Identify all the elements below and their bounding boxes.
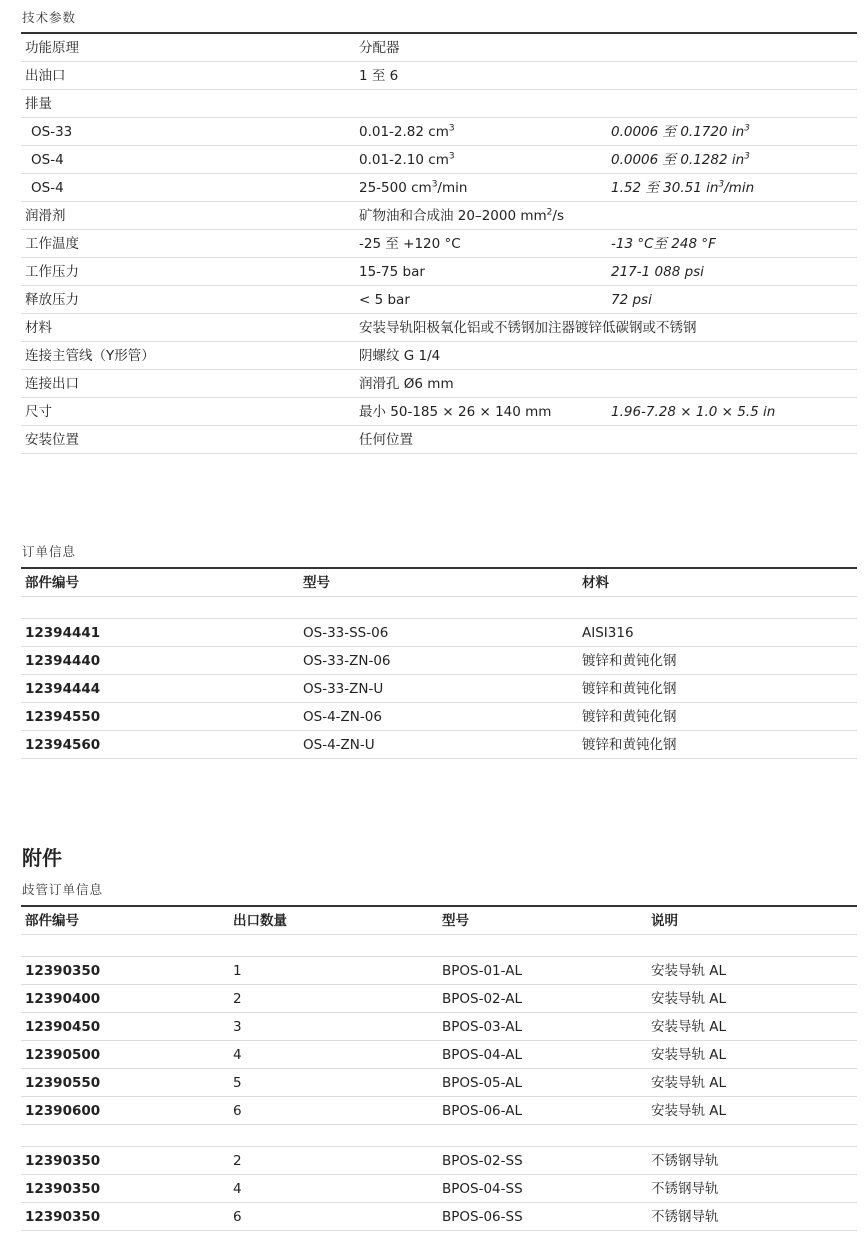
table-spacer-row	[21, 597, 857, 619]
manifold-caption: 歧管订单信息	[22, 882, 104, 897]
table-row	[21, 619, 857, 647]
param-imperial	[611, 180, 754, 197]
param-label: OS-4	[31, 180, 64, 196]
metric-value: 25-500 cm	[359, 180, 432, 196]
model: BPOS-02-SS	[442, 1153, 523, 1169]
param-metric: 润滑孔 Ø6 mm	[359, 376, 454, 392]
metric-value: 0.01-2.82 cm	[359, 124, 449, 140]
table-row	[21, 314, 857, 342]
order-table	[21, 567, 857, 759]
col-header-description: 说明	[651, 913, 678, 929]
table-row	[21, 957, 857, 985]
param-label: 排量	[25, 96, 52, 112]
param-metric: 1 至 6	[359, 68, 399, 84]
param-imperial	[611, 152, 750, 169]
param-metric: 阴螺纹 G 1/4	[359, 348, 441, 364]
imperial-sup: 3	[718, 179, 725, 190]
param-label: 连接主管线（Y形管）	[25, 348, 155, 364]
part-number: 12394440	[25, 653, 101, 669]
param-metric	[359, 208, 564, 225]
part-number: 12390550	[25, 1075, 101, 1091]
tech-table	[21, 32, 857, 454]
model: BPOS-04-SS	[442, 1181, 523, 1197]
table-row	[21, 703, 857, 731]
table-spacer-row	[21, 1125, 857, 1147]
model: BPOS-04-AL	[442, 1047, 522, 1063]
part-number: 12390350	[25, 1181, 101, 1197]
param-label: 释放压力	[25, 292, 79, 308]
description: 安装导轨 AL	[651, 1047, 727, 1063]
material: 镀锌和黄钝化钢	[582, 653, 677, 669]
table-row	[21, 34, 857, 62]
outlet-count: 2	[233, 1153, 242, 1169]
param-metric: 分配器	[359, 40, 400, 56]
metric-tail: /s	[552, 208, 564, 224]
description: 不锈钢导轨	[651, 1181, 719, 1197]
model: OS-33-ZN-U	[303, 681, 384, 697]
table-row	[21, 258, 857, 286]
table-row	[21, 174, 857, 202]
accessories-title: 附件	[22, 846, 62, 870]
table-row	[21, 1203, 857, 1231]
param-imperial: -13 °C至 248 °F	[611, 236, 716, 252]
table-row	[21, 398, 857, 426]
param-label: 功能原理	[25, 40, 79, 56]
table-row	[21, 1069, 857, 1097]
description: 安装导轨 AL	[651, 963, 727, 979]
part-number: 12390500	[25, 1047, 101, 1063]
model: BPOS-01-AL	[442, 963, 522, 979]
table-header-row	[21, 907, 857, 935]
imperial-sup: 3	[744, 123, 750, 134]
param-label: 润滑剂	[25, 208, 66, 224]
table-row	[21, 675, 857, 703]
material: 镀锌和黄钝化钢	[582, 709, 677, 725]
param-label: 材料	[25, 320, 52, 336]
table-row	[21, 426, 857, 454]
description: 安装导轨 AL	[651, 991, 727, 1007]
model: BPOS-06-SS	[442, 1209, 523, 1225]
col-header-model: 型号	[303, 575, 330, 591]
table-row	[21, 146, 857, 174]
col-header-model: 型号	[442, 913, 469, 929]
outlet-count: 4	[233, 1181, 242, 1197]
table-row	[21, 1147, 857, 1175]
param-label: 连接出口	[25, 376, 79, 392]
param-imperial: 217-1 088 psi	[611, 264, 704, 280]
table-row	[21, 286, 857, 314]
part-number: 12390350	[25, 1153, 101, 1169]
param-metric	[359, 180, 467, 197]
param-metric: -25 至 +120 °C	[359, 236, 461, 252]
table-row	[21, 1041, 857, 1069]
table-row	[21, 90, 857, 118]
param-metric: < 5 bar	[359, 292, 410, 308]
param-label: OS-4	[31, 152, 64, 168]
param-metric: 15-75 bar	[359, 264, 425, 280]
description: 安装导轨 AL	[651, 1019, 727, 1035]
part-number: 12390450	[25, 1019, 101, 1035]
param-imperial: 72 psi	[611, 292, 652, 308]
part-number: 12394444	[25, 681, 101, 697]
param-imperial: 1.96-7.28 × 1.0 × 5.5 in	[611, 404, 776, 420]
order-caption: 订单信息	[22, 544, 77, 559]
param-imperial	[611, 124, 750, 141]
param-label: 工作压力	[25, 264, 79, 280]
param-label: 尺寸	[25, 404, 52, 420]
outlet-count: 5	[233, 1075, 242, 1091]
manifold-table	[21, 905, 857, 1231]
imperial-value: 0.0006 至 0.1720 in	[611, 124, 745, 140]
param-label: 出油口	[25, 68, 66, 84]
model: OS-4-ZN-06	[303, 709, 382, 725]
description: 不锈钢导轨	[651, 1209, 719, 1225]
model: BPOS-03-AL	[442, 1019, 522, 1035]
part-number: 12390350	[25, 1209, 101, 1225]
col-header-part-number: 部件编号	[25, 575, 79, 591]
col-header-material: 材料	[582, 575, 609, 591]
imperial-sup: 3	[744, 151, 750, 162]
tech-caption: 技术参数	[22, 10, 77, 25]
part-number: 12390350	[25, 963, 101, 979]
param-metric: 任何位置	[359, 432, 413, 448]
table-spacer-row	[21, 935, 857, 957]
part-number: 12394550	[25, 709, 101, 725]
param-metric: 安装导轨阳极氧化铝或不锈钢加注器镀锌低碳钢或不锈钢	[359, 320, 697, 336]
param-metric: 最小 50-185 × 26 × 140 mm	[359, 404, 552, 420]
imperial-value: 1.52 至 30.51 in	[611, 180, 719, 196]
part-number: 12394441	[25, 625, 101, 641]
table-row	[21, 230, 857, 258]
col-header-outlets: 出口数量	[233, 913, 287, 929]
part-number: 12394560	[25, 737, 101, 753]
model: OS-4-ZN-U	[303, 737, 375, 753]
table-row	[21, 202, 857, 230]
metric-value: 矿物油和合成油 20–2000 mm	[359, 208, 547, 224]
outlet-count: 6	[233, 1209, 242, 1225]
description: 安装导轨 AL	[651, 1103, 727, 1119]
table-row	[21, 647, 857, 675]
metric-sup: 3	[431, 179, 438, 190]
table-row	[21, 1175, 857, 1203]
metric-sup: 2	[546, 207, 553, 218]
table-row	[21, 118, 857, 146]
outlet-count: 6	[233, 1103, 242, 1119]
param-label: 工作温度	[25, 236, 79, 252]
table-row	[21, 370, 857, 398]
outlet-count: 2	[233, 991, 242, 1007]
description: 安装导轨 AL	[651, 1075, 727, 1091]
outlet-count: 1	[233, 963, 242, 979]
metric-value: 0.01-2.10 cm	[359, 152, 449, 168]
table-header-row	[21, 569, 857, 597]
table-row	[21, 985, 857, 1013]
param-metric	[359, 124, 455, 141]
model: BPOS-02-AL	[442, 991, 522, 1007]
metric-sup: 3	[448, 151, 455, 162]
material: AISI316	[582, 625, 634, 641]
material: 镀锌和黄钝化钢	[582, 681, 677, 697]
material: 镀锌和黄钝化钢	[582, 737, 677, 753]
table-row	[21, 1097, 857, 1125]
imperial-value: 0.0006 至 0.1282 in	[611, 152, 745, 168]
model: OS-33-ZN-06	[303, 653, 391, 669]
outlet-count: 3	[233, 1019, 242, 1035]
table-row	[21, 342, 857, 370]
part-number: 12390600	[25, 1103, 101, 1119]
imperial-tail: /min	[724, 180, 755, 196]
table-row	[21, 1013, 857, 1041]
param-label: OS-33	[31, 124, 73, 140]
outlet-count: 4	[233, 1047, 242, 1063]
metric-tail: /min	[437, 180, 468, 196]
model: OS-33-SS-06	[303, 625, 389, 641]
part-number: 12390400	[25, 991, 101, 1007]
model: BPOS-06-AL	[442, 1103, 522, 1119]
model: BPOS-05-AL	[442, 1075, 522, 1091]
table-row	[21, 62, 857, 90]
param-label: 安装位置	[25, 432, 79, 448]
col-header-part-number: 部件编号	[25, 913, 79, 929]
metric-sup: 3	[448, 123, 455, 134]
param-metric	[359, 152, 455, 169]
table-row	[21, 731, 857, 759]
description: 不锈钢导轨	[651, 1153, 719, 1169]
